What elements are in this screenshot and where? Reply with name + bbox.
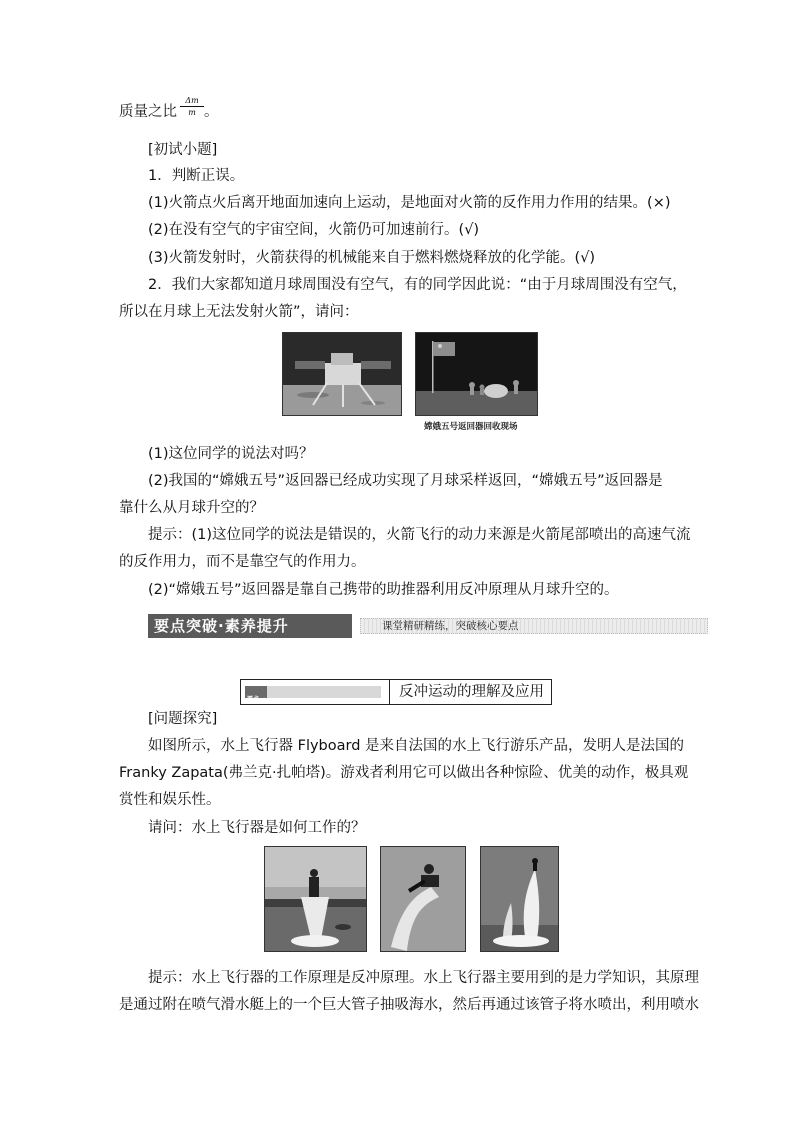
text-line-mass-ratio: 质量之比	[119, 104, 177, 120]
judgement-1: (1)火箭点火后离开地面加速向上运动，是地面对火箭的反作用力作用的结果。(×)	[148, 195, 671, 211]
sub-question-2: (2)我国的“嫦娥五号”返回器已经成功实现了月球采样返回，“嫦娥五号”返回器是	[148, 473, 663, 489]
section-title: 反冲运动的理解及应用	[399, 684, 544, 700]
question-2-cont: 所以在月球上无法发射火箭”，请问：	[119, 304, 359, 320]
fraction-numerator: Δm	[180, 96, 204, 107]
question-flyboard: 请问：水上飞行器是如何工作的？	[148, 820, 366, 836]
section-divider	[389, 680, 390, 704]
flyboard-photo-2	[380, 846, 466, 952]
question-1: 1．判断正误。	[148, 168, 245, 184]
lunar-lander-photo	[282, 332, 402, 416]
banner-title: 要点突破·素养提升	[148, 614, 352, 638]
hint-1-cont: 的反作用力，而不是靠空气的作用力。	[119, 554, 366, 570]
fraction-denominator: m	[188, 108, 196, 117]
judgement-2: (2)在没有空气的宇宙空间，火箭仍可加速前行。(√)	[148, 222, 480, 238]
capsule-recovery-photo	[415, 332, 538, 416]
question-2: 2．我们大家都知道月球周围没有空气，有的同学因此说：“由于月球周围没有空气，	[148, 277, 687, 293]
figure-caption: 嫦娥五号返回器回收现场	[424, 422, 518, 432]
section-tag: 要点一	[245, 686, 381, 698]
hint-2: (2)“嫦娥五号”返回器是靠自己携带的助推器利用反冲原理从月球升空的。	[148, 582, 619, 598]
hint-flyboard-2: 是通过附在喷气滑水艇上的一个巨大管子抽吸海水，然后再通过该管子将水喷出，利用喷水	[119, 997, 699, 1013]
section-banner	[148, 614, 708, 638]
hint-1: 提示：(1)这位同学的说法是错误的，火箭飞行的动力来源是火箭尾部喷出的高速气流	[148, 527, 691, 543]
heading-problem-exploration: [问题探究]	[148, 711, 218, 727]
fraction-period: 。	[204, 104, 219, 120]
sub-question-1: (1)这位同学的说法对吗？	[148, 446, 314, 462]
paragraph-flyboard-3: 赏性和娱乐性。	[119, 792, 221, 808]
sub-question-2-cont: 靠什么从月球升空的？	[119, 500, 264, 516]
flyboard-photo-3	[480, 846, 559, 952]
paragraph-flyboard-1: 如图所示，水上飞行器 Flyboard 是来自法国的水上飞行游乐产品，发明人是法国的	[148, 738, 685, 754]
mass-ratio-fraction	[180, 96, 204, 117]
flyboard-photo-1	[264, 846, 367, 952]
heading-trial-questions: [初试小题]	[148, 142, 218, 158]
banner-subtitle: 课堂精研精练，突破核心要点	[382, 620, 519, 632]
paragraph-flyboard-2: Franky Zapata(弗兰克·扎帕塔)。游戏者利用它可以做出各种惊险、优美的动作，极具观	[119, 765, 689, 781]
judgement-3: (3)火箭发射时，火箭获得的机械能来自于燃料燃烧释放的化学能。(√)	[148, 250, 596, 266]
hint-flyboard-1: 提示：水上飞行器的工作原理是反冲原理。水上飞行器主要用到的是力学知识，其原理	[148, 970, 699, 986]
section-heading-box	[240, 679, 552, 705]
